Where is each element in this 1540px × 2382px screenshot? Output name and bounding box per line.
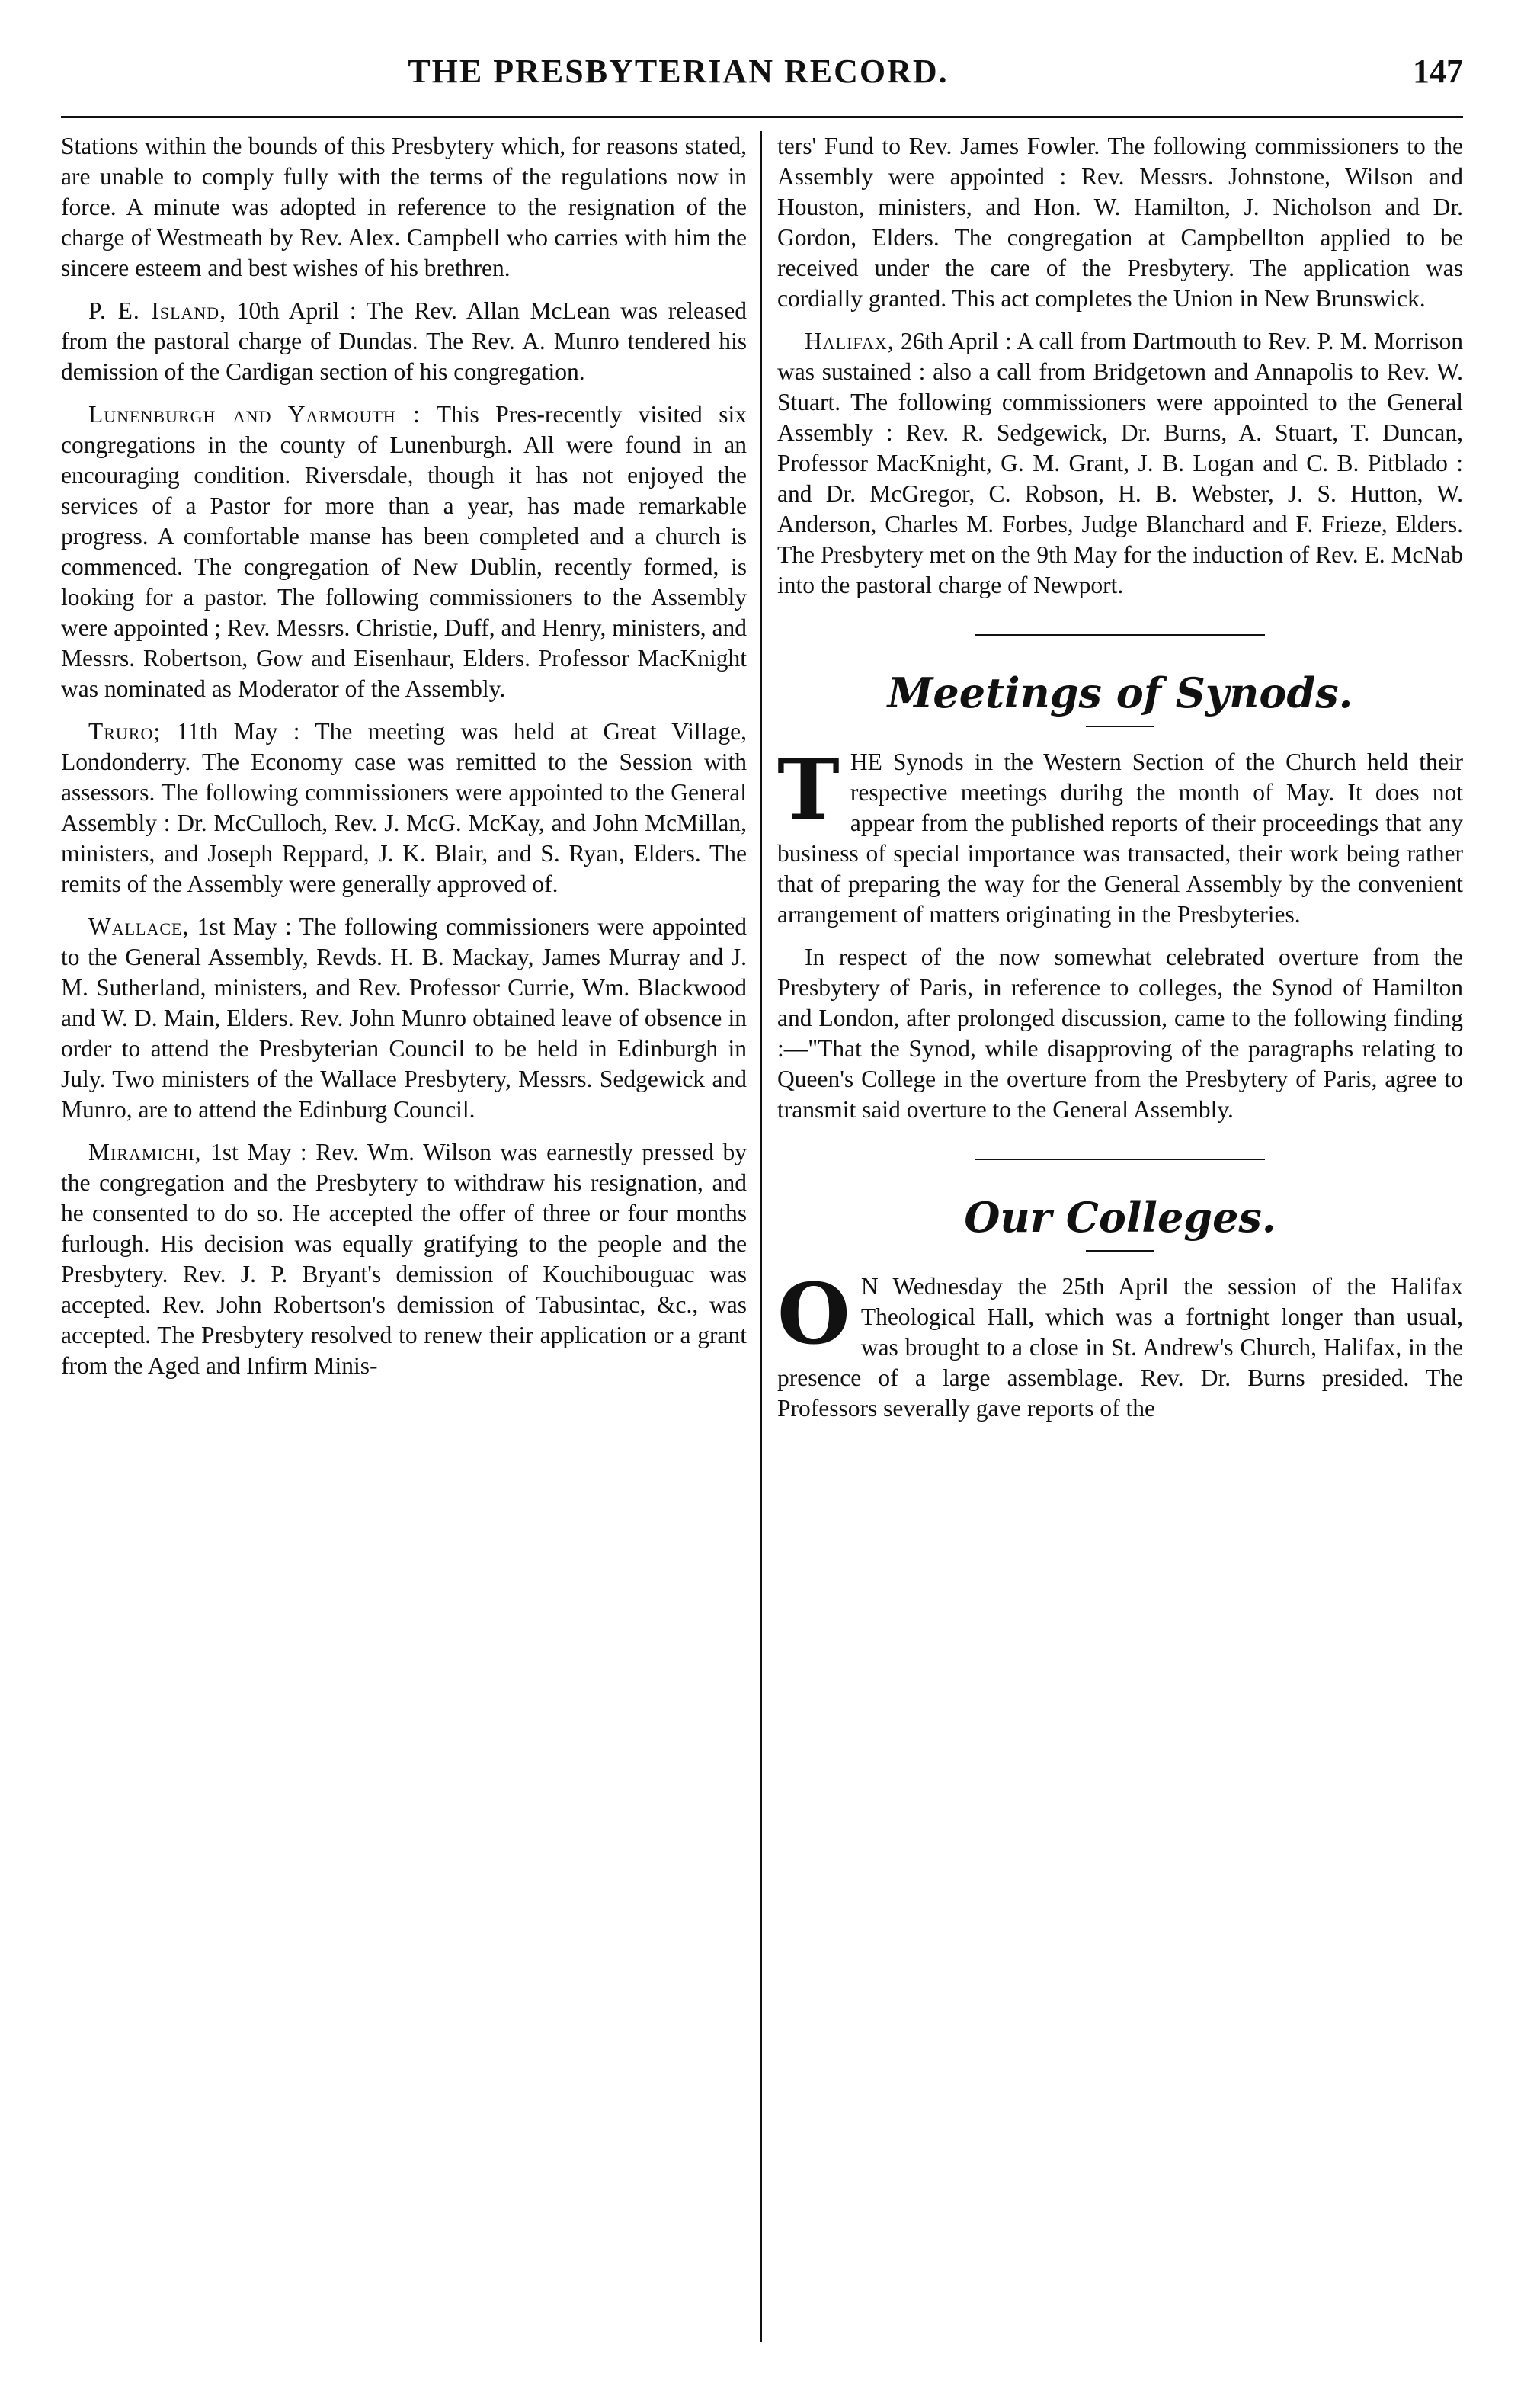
column-divider xyxy=(760,131,762,2342)
entry-miramichi xyxy=(61,1137,747,1381)
page-number: 147 xyxy=(1413,53,1463,90)
running-title: THE PRESBYTERIAN RECORD. xyxy=(408,53,949,90)
paragraph-text: HE Synods in the Western Section of the Church held their respective meetings durihg the month of May. It does not appear from the published reports of their proceedings that any business of special importance was transacted, their work being rather that of preparing the way for the General Assembly by the convenient arrangement of matters originating in the Presbyteries. xyxy=(777,749,1463,928)
entry-truro xyxy=(61,717,747,899)
intro-paragraph: Stations within the bounds of this Presbytery which, for reasons stated, are unable to comply fully with the terms of the regulations now in force. A minute was adopted in reference to the resignation of the charge of Westmeath by Rev. Alex. Campbell who carries with him the sincere esteem and best wishes of his brethren. xyxy=(61,133,747,281)
entry-place: Truro; xyxy=(88,718,162,745)
colleges-heading: Our Colleges. xyxy=(964,1193,1276,1242)
left-column xyxy=(61,131,747,2342)
entry-text: 11th May : The meeting was held at Great Village, Londonderry. The Economy case was remitted to the Session with assessors. The following commissioners were appointed to the General Assembly : Dr. McCulloch, Rev. J. McG. McKay, and John McMillan, ministers, and Joseph Reppard, J. K. Blair, and S. Ryan, Elders. The remits of the Assembly were generally approved of. xyxy=(61,718,747,897)
entry-text: 10th April : The Rev. Allan McLean was released from the pastoral charge of Dundas. The Rev. A. Munro tendered his demission of the Cardigan section of his congregation. xyxy=(61,297,747,385)
heading-rule xyxy=(1086,1250,1154,1252)
entry-text: 1st May : The following commissioners were appointed to the General Assembly, Revds. H. B. Mackay, James Murray and J. M. Sutherland, ministers, and Rev. Professor Currie, Wm. Blackwood and W. D. Main, Elders. Rev. John Munro obtained leave of obsence in order to attend the Presbyterian Council to be held in Edinburgh in July. Two ministers of the Wallace Presbytery, Messrs. Sedgewick and Munro, are to attend the Edinburg Council. xyxy=(61,913,747,1123)
paragraph-text: N Wednesday the 25th April the session of the Halifax Theological Hall, which was a fortnight longer than usual, was brought to a close in St. Andrew's Church, Halifax, in the presence of a large assemblage. Rev. Dr. Burns presided. The Professors severally gave reports of the xyxy=(777,1273,1463,1422)
entry-halifax xyxy=(777,326,1463,601)
synods-paragraph-1 xyxy=(777,740,1463,930)
continuation-paragraph: ters' Fund to Rev. James Fowler. The following commissioners to the Assembly were appointed : Rev. Messrs. Johnstone, Wilson and Houston, ministers, and Hon. W. Hamilton, J. Nicholson and Dr. Gordon, Elders. The congregation at Campbellton applied to be received under the care of the Presbytery. The application was cordially granted. This act completes the Union in New Brunswick. xyxy=(777,133,1463,312)
entry-place: P. E. Island, xyxy=(88,297,227,324)
heading-rule xyxy=(1086,726,1154,727)
entry-lunenburgh xyxy=(61,399,747,704)
entry-text: 1st May : Rev. Wm. Wilson was earnestly pressed by the congregation and the Presbytery to withdraw his resignation, and he consented to do so. He accepted the offer of three or four months furlough. His decision was equally gratifying to the people and the Presbytery. Rev. J. P. Bryant's demission of Kouchibouguac was accepted. Rev. John Robertson's demission of Tabusintac, &c., was accepted. The Presbytery resolved to renew their application or a grant from the Aged and Infirm Minis- xyxy=(61,1139,747,1379)
colleges-paragraph-1 xyxy=(777,1265,1463,1424)
entry-text: 26th April : A call from Dartmouth to Rev. P. M. Morrison was sustained : also a call from Bridgetown and Annapolis to Rev. W. Stuart. The following commissioners were appointed to the General Assembly : Rev. R. Sedgewick, Dr. Burns, A. Stuart, T. Duncan, Professor MacKnight, G. M. Grant, J. B. Logan and C. B. Pitblado : and Dr. McGregor, C. Robson, H. B. Webster, J. S. Hutton, W. Anderson, Charles M. Forbes, Judge Blanchard and F. Frieze, Elders. The Presbytery met on the 9th May for the induction of Rev. E. McNab into the pastoral charge of Newport. xyxy=(777,328,1463,598)
synods-paragraph-2: In respect of the now somewhat celebrated overture from the Presbytery of Paris, in reference to colleges, the Synod of Hamilton and London, after prolonged discussion, came to the following finding :—"That the Synod, while disapproving of the paragraphs relating to Queen's College in the overture from the Presbytery of Paris, agree to transmit said overture to the General Assembly. xyxy=(777,944,1463,1123)
page xyxy=(61,46,1463,2355)
entry-place: Halifax, xyxy=(805,328,895,354)
entry-place: Lunenburgh and Yarmouth : xyxy=(88,401,421,428)
dropcap-letter: T xyxy=(777,740,840,838)
entry-text: This Pres-recently visited six congregations in the county of Lunenburgh. All were found in an encouraging condition. Riversdale, though it has not enjoyed the services of a Pastor for more than a year, has made remarkable progress. A comfortable manse has been completed and a church is commenced. The congregation of New Dublin, recently formed, is looking for a pastor. The following commissioners to the Assembly were appointed ; Rev. Messrs. Christie, Duff, and Henry, ministers, and Messrs. Robertson, Gow and Eisenhaur, Elders. Professor MacKnight was nominated as Moderator of the Assembly. xyxy=(61,401,747,702)
dropcap-letter: O xyxy=(777,1265,850,1363)
page-header xyxy=(61,46,1463,118)
section-separator xyxy=(975,634,1265,636)
entry-place: Wallace, xyxy=(88,913,190,940)
synods-heading: Meetings of Synods. xyxy=(887,668,1353,717)
entry-place: Miramichi, xyxy=(88,1139,202,1165)
section-separator xyxy=(975,1159,1265,1160)
right-column xyxy=(777,131,1463,2342)
entry-wallace xyxy=(61,912,747,1125)
entry-pei xyxy=(61,296,747,387)
